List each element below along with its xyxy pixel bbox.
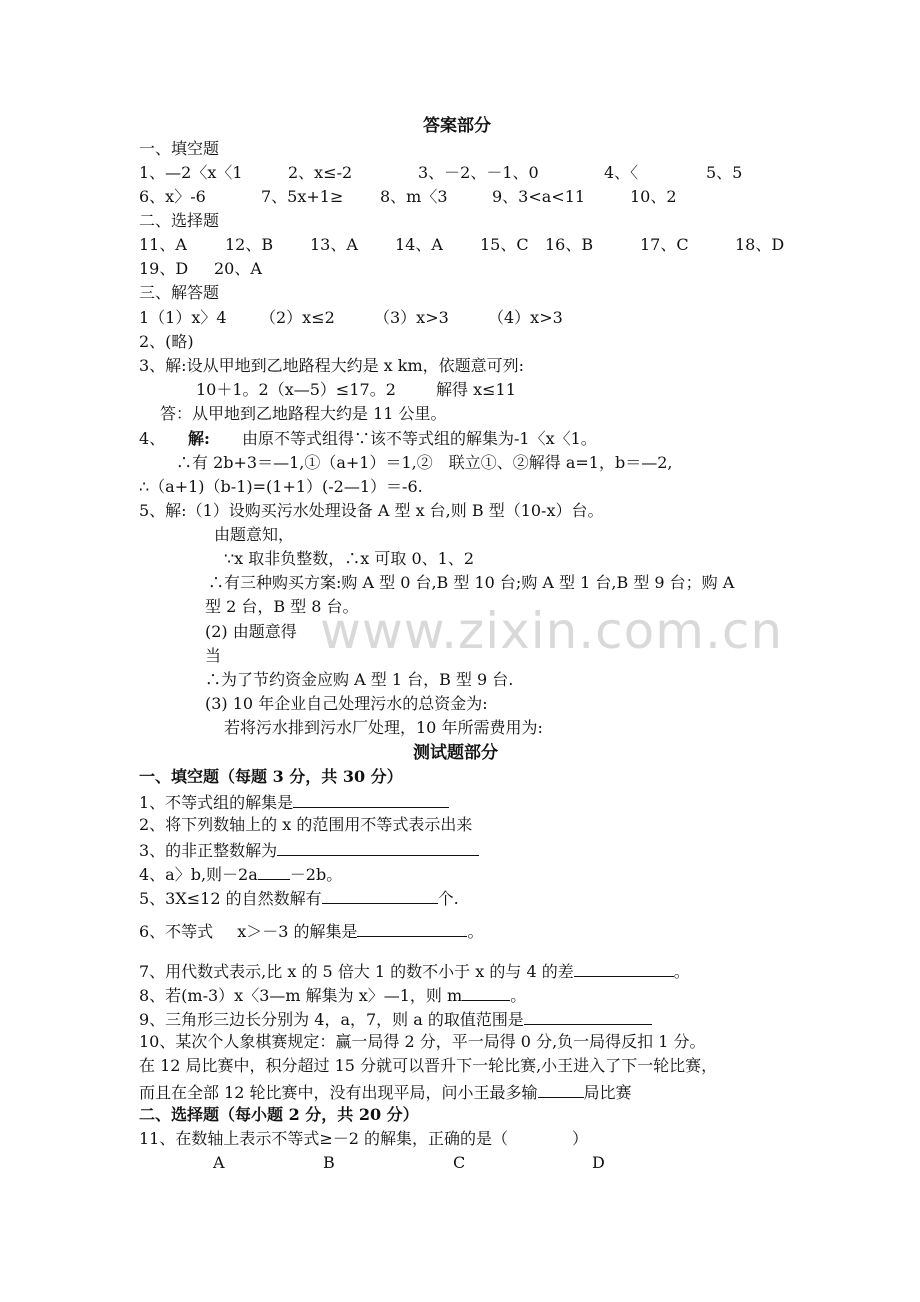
- answer-q5-line: (3) 10 年企业自己处理污水的总资金为:: [205, 694, 488, 713]
- solve-answer: 1（1）x〉4: [139, 308, 227, 327]
- answer-q5-line: 型 2 台，B 型 8 台。: [205, 597, 359, 616]
- test-question-8: 8、若(m-3）x〈3—m 解集为 x〉—1，则 m 。: [139, 986, 527, 1005]
- answer-q5-line: 5、解:（1）设购买污水处理设备 A 型 x 台,则 B 型（10-x）台。: [139, 501, 604, 520]
- answers-fill-heading: 一、填空题: [139, 139, 220, 158]
- test-question-3: 3、的非正整数解为: [139, 839, 479, 861]
- answer-blank[interactable]: [462, 984, 510, 1001]
- option-d[interactable]: D: [592, 1153, 605, 1172]
- fill-answer: 7、5x+1≥: [261, 187, 344, 206]
- test-question-7: 7、用代数式表示,比 x 的 5 倍大 1 的数不小于 x 的与 4 的差 。: [139, 962, 690, 981]
- choice-answer: 15、C: [480, 235, 529, 254]
- answer-q5-line: ∴为了节约资金应购 A 型 1 台，B 型 9 台.: [205, 670, 514, 689]
- answer-q5-line: 由题意知，: [214, 525, 295, 544]
- answer-q3-line: 解得 x≤11: [436, 380, 516, 399]
- test-question-10-line: 10、某次个人象棋赛规定：赢一局得 2 分，平一局得 0 分,负一局得反扣 1 分。: [139, 1032, 706, 1051]
- fill-answer: 3、－2、－1、0: [418, 163, 539, 182]
- option-b[interactable]: B: [323, 1153, 335, 1172]
- choice-answer: 12、B: [225, 235, 274, 254]
- test-question-4: 4、a〉b,则－2a －2b。: [139, 865, 343, 884]
- option-a[interactable]: A: [213, 1153, 225, 1172]
- answer-q4-line: 由原不等式组得∵该不等式组的解集为-1〈x〈1。: [242, 429, 597, 448]
- test-question-10-line: 在 12 局比赛中，积分超过 15 分就可以晋升下一轮比赛,小王进入了下一轮比赛，: [139, 1056, 718, 1075]
- answers-title: 答案部分: [423, 116, 491, 136]
- answer-blank[interactable]: [258, 863, 290, 880]
- fill-answer: 5、5: [706, 163, 743, 182]
- answer-q3-line: 3、解:设从甲地到乙地路程大约是 x km，依题意可列:: [139, 356, 525, 375]
- option-c[interactable]: C: [453, 1153, 466, 1172]
- choice-answer: 18、D: [735, 235, 785, 254]
- solve-answer: （4）x>3: [488, 308, 563, 327]
- answer-q5-line: ∵x 取非负整数，∴x 可取 0、1、2: [224, 549, 475, 568]
- answer-q2: 2、(略): [139, 332, 194, 351]
- answer-q5-line: 若将污水排到污水厂处理，10 年所需费用为:: [224, 718, 543, 737]
- answers-choice-heading: 二、选择题: [139, 211, 220, 230]
- answer-q4-line: ∴有 2b+3＝—1,①（a+1）＝1,② 联立①、②解得 a=1，b＝—2,: [176, 453, 673, 472]
- solve-answer: （2）x≤2: [260, 308, 335, 327]
- solve-answer: （3）x>3: [374, 308, 449, 327]
- answer-q4-number: 4、: [139, 429, 166, 448]
- answer-q3-line: 10＋1。2（x—5）≤17。2: [196, 380, 396, 399]
- answer-q5-line: 当: [205, 646, 222, 665]
- test-question-2: 2、将下列数轴上的 x 的范围用不等式表示出来: [139, 815, 473, 834]
- test-question-10-line: 而且在全部 12 轮比赛中，没有出现平局，问小王最多输 局比赛: [139, 1083, 632, 1102]
- answer-blank[interactable]: [293, 791, 449, 808]
- fill-answer: 2、x≤-2: [288, 163, 353, 182]
- answer-blank[interactable]: [322, 887, 438, 904]
- answers-solve-heading: 三、解答题: [139, 283, 220, 302]
- answer-blank[interactable]: [574, 960, 674, 977]
- answer-q5-line: (2) 由题意得: [205, 622, 297, 641]
- fill-answer: 6、x〉-6: [139, 187, 206, 206]
- answer-blank[interactable]: [277, 839, 479, 856]
- answer-q5-line: ∴有三种购买方案:购 A 型 0 台,B 型 10 台;购 A 型 1 台,B 型 9 台；购 A: [208, 573, 735, 592]
- choice-answer: 19、D: [139, 259, 189, 278]
- choice-answer: 13、A: [310, 235, 358, 254]
- test-choice-heading: 二、选择题（每小题 2 分，共 20 分）: [139, 1105, 419, 1124]
- choice-answer: 14、A: [395, 235, 443, 254]
- answer-q3-line: 答：从甲地到乙地路程大约是 11 公里。: [160, 404, 447, 423]
- choice-answer: 11、A: [139, 235, 187, 254]
- fill-answer: 1、—2〈x〈1: [139, 163, 243, 182]
- answer-blank[interactable]: [357, 920, 467, 937]
- answer-blank[interactable]: [524, 1008, 652, 1025]
- choice-answer: 16、B: [545, 235, 594, 254]
- test-question-9: 9、三角形三边长分别为 4，a，7，则 a 的取值范围是: [139, 1008, 652, 1030]
- answer-blank[interactable]: [538, 1081, 584, 1098]
- answer-q4-label: 解:: [188, 429, 210, 448]
- choice-answer: 20、A: [214, 259, 262, 278]
- fill-answer: 10、2: [630, 187, 677, 206]
- test-title: 测试题部分: [413, 743, 498, 763]
- test-question-11: 11、在数轴上表示不等式≥－2 的解集，正确的是（ ）: [139, 1129, 589, 1148]
- answer-q4-line: ∴（a+1)（b-1)=(1+1）(-2—1）＝-6.: [139, 477, 423, 496]
- test-fill-heading: 一、填空题（每题 3 分，共 30 分）: [139, 767, 403, 786]
- fill-answer: 4、〈: [604, 163, 639, 182]
- test-question-1: 1、不等式组的解集是: [139, 791, 449, 813]
- fill-answer: 9、3<a<11: [492, 187, 586, 206]
- test-question-6: 6、不等式 x＞－3 的解集是 。: [139, 922, 484, 941]
- test-question-5: 5、3X≤12 的自然数解有 个.: [139, 889, 459, 908]
- fill-answer: 8、m〈3: [380, 187, 448, 206]
- choice-answer: 17、C: [640, 235, 689, 254]
- watermark: www.zixin.com.cn: [320, 602, 784, 660]
